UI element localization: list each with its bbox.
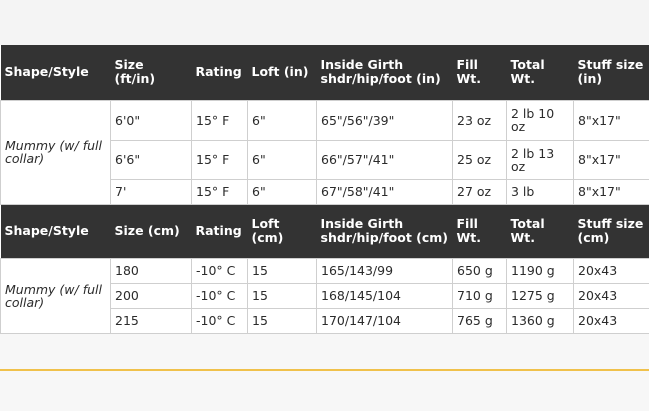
shape-cell: Mummy (w/ full collar) xyxy=(1,258,111,333)
stuff-size-cell: 8"x17" xyxy=(574,179,649,204)
girth-cell: 170/147/104 xyxy=(317,308,453,333)
loft-cell: 6" xyxy=(248,140,317,179)
header-inside-girth: Inside Girth shdr/hip/foot (in) xyxy=(317,45,453,100)
total-weight-cell: 2 lb 13 oz xyxy=(507,140,574,179)
stuff-size-cell: 8"x17" xyxy=(574,100,649,140)
stuff-size-cell: 20x43 xyxy=(574,308,649,333)
loft-cell: 6" xyxy=(248,100,317,140)
header-inside-girth: Inside Girth shdr/hip/foot (cm) xyxy=(317,204,453,258)
loft-cell: 6" xyxy=(248,179,317,204)
stuff-size-cell: 8"x17" xyxy=(574,140,649,179)
header-total-weight: Total Wt. xyxy=(507,204,574,258)
header-shape-style: Shape/Style xyxy=(1,204,111,258)
fill-weight-cell: 27 oz xyxy=(453,179,507,204)
fill-weight-cell: 650 g xyxy=(453,258,507,283)
table-row xyxy=(1,258,649,283)
girth-cell: 165/143/99 xyxy=(317,258,453,283)
loft-cell: 15 xyxy=(248,283,317,308)
size-cell: 200 xyxy=(111,283,192,308)
header-stuff-size: Stuff size (in) xyxy=(574,45,649,100)
rating-cell: -10° C xyxy=(192,283,248,308)
rating-cell: 15° F xyxy=(192,140,248,179)
header-rating: Rating xyxy=(192,204,248,258)
loft-cell: 15 xyxy=(248,258,317,283)
header-stuff-size: Stuff size (cm) xyxy=(574,204,649,258)
fill-weight-cell: 25 oz xyxy=(453,140,507,179)
total-weight-cell: 1360 g xyxy=(507,308,574,333)
metric-header-row xyxy=(1,204,649,258)
total-weight-cell: 2 lb 10 oz xyxy=(507,100,574,140)
header-fill-weight: Fill Wt. xyxy=(453,45,507,100)
fill-weight-cell: 710 g xyxy=(453,283,507,308)
rating-cell: 15° F xyxy=(192,100,248,140)
header-size: Size (cm) xyxy=(111,204,192,258)
girth-cell: 66"/57"/41" xyxy=(317,140,453,179)
total-weight-cell: 1275 g xyxy=(507,283,574,308)
header-size: Size (ft/in) xyxy=(111,45,192,100)
header-rating: Rating xyxy=(192,45,248,100)
size-cell: 180 xyxy=(111,258,192,283)
rating-cell: -10° C xyxy=(192,308,248,333)
stuff-size-cell: 20x43 xyxy=(574,258,649,283)
rating-cell: 15° F xyxy=(192,179,248,204)
size-cell: 6'6" xyxy=(111,140,192,179)
sleeping-bag-spec-table xyxy=(0,45,649,334)
girth-cell: 168/145/104 xyxy=(317,283,453,308)
header-loft: Loft (cm) xyxy=(248,204,317,258)
girth-cell: 67"/58"/41" xyxy=(317,179,453,204)
fill-weight-cell: 23 oz xyxy=(453,100,507,140)
stuff-size-cell: 20x43 xyxy=(574,283,649,308)
header-loft: Loft (in) xyxy=(248,45,317,100)
total-weight-cell: 1190 g xyxy=(507,258,574,283)
loft-cell: 15 xyxy=(248,308,317,333)
total-weight-cell: 3 lb xyxy=(507,179,574,204)
table-row xyxy=(1,100,649,140)
girth-cell: 65"/56"/39" xyxy=(317,100,453,140)
imperial-header-row xyxy=(1,45,649,100)
header-total-weight: Total Wt. xyxy=(507,45,574,100)
size-cell: 215 xyxy=(111,308,192,333)
top-background xyxy=(0,0,649,45)
header-fill-weight: Fill Wt. xyxy=(453,204,507,258)
rating-cell: -10° C xyxy=(192,258,248,283)
size-cell: 7' xyxy=(111,179,192,204)
accent-divider-line xyxy=(0,369,649,371)
size-cell: 6'0" xyxy=(111,100,192,140)
header-shape-style: Shape/Style xyxy=(1,45,111,100)
shape-cell: Mummy (w/ full collar) xyxy=(1,100,111,204)
fill-weight-cell: 765 g xyxy=(453,308,507,333)
